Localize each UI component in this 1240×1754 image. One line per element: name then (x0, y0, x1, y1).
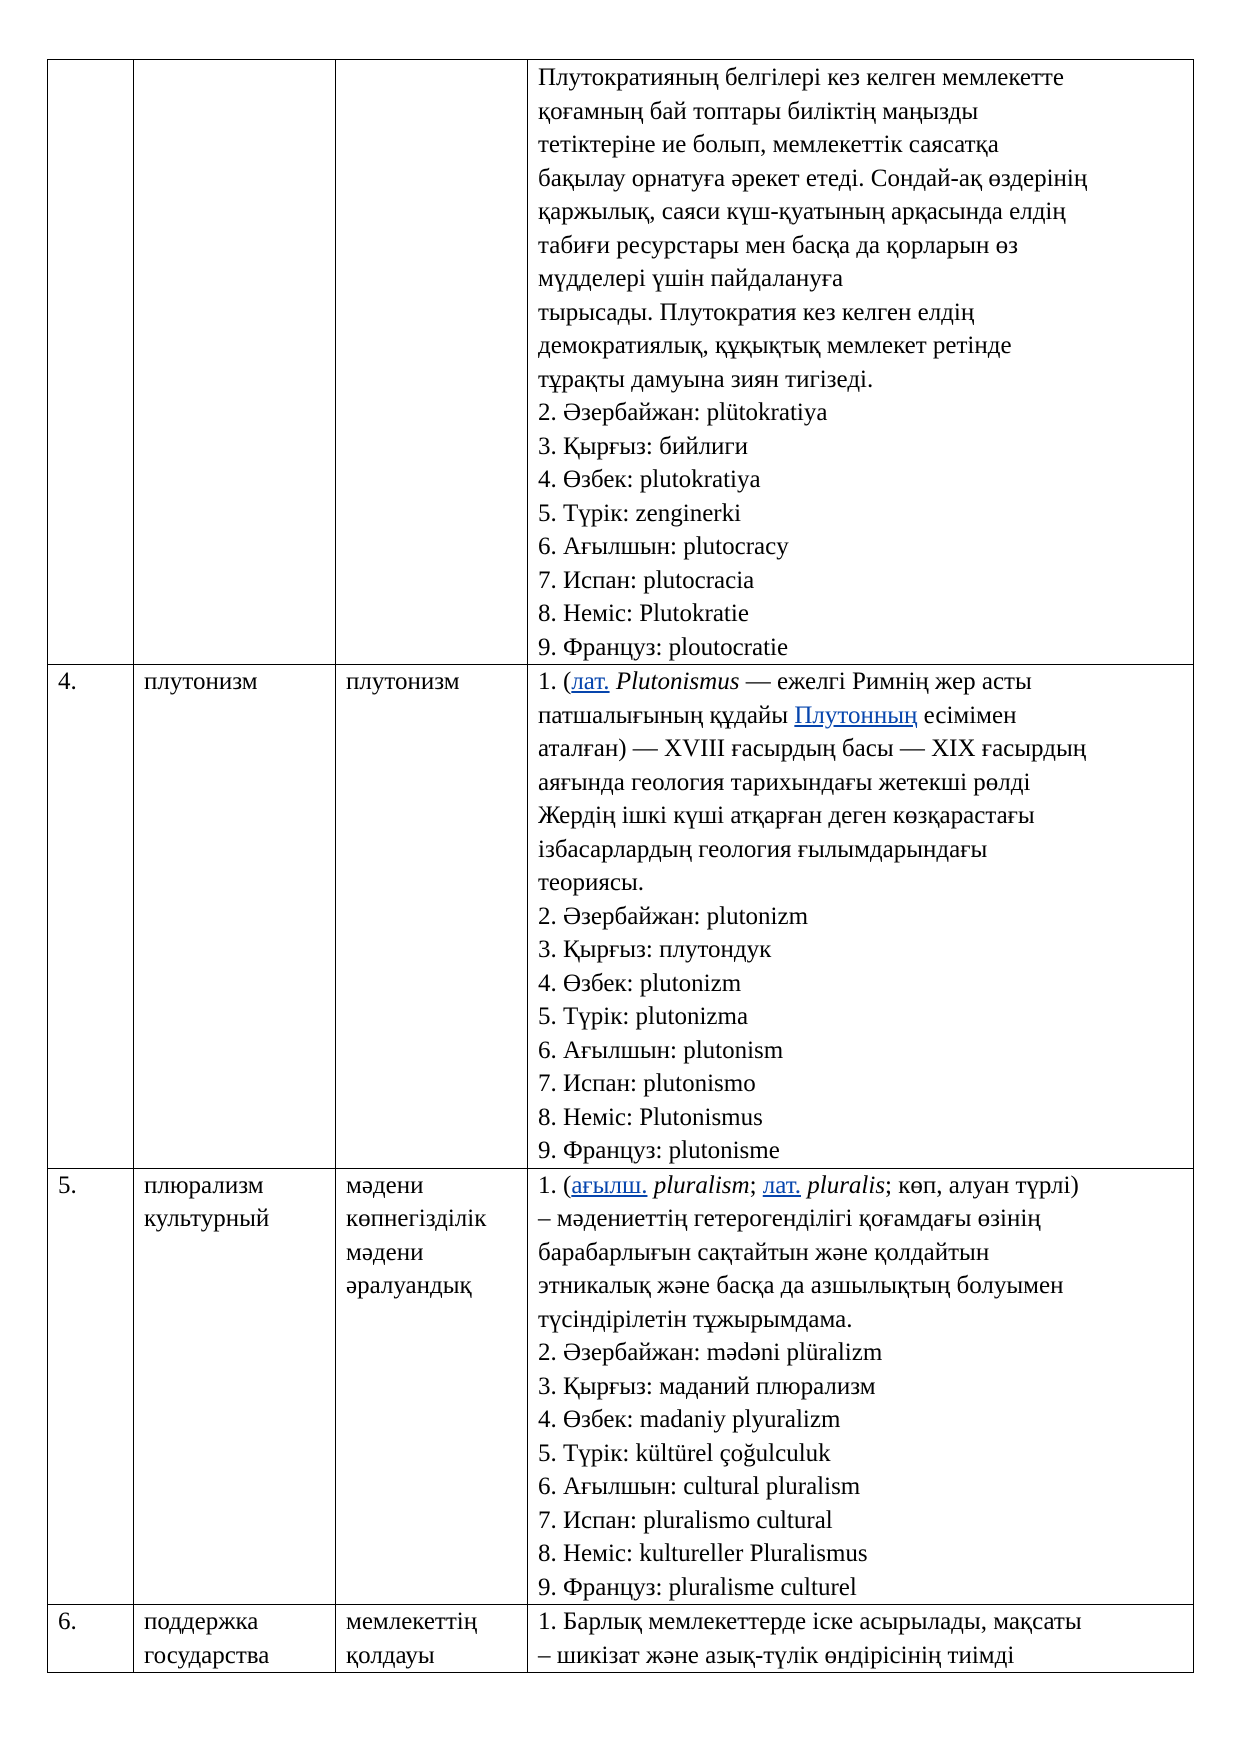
translation-line: 9. Француз: pluralisme culturel (538, 1573, 857, 1601)
table-row (48, 1605, 1194, 1673)
definition-line: мүдделері үшін пайдалануға (538, 265, 844, 292)
translation-line: 3. Қырғыз: плутондук (538, 936, 772, 963)
latin-abbreviation-link[interactable]: лат. (762, 1171, 801, 1199)
definition-text: ; (749, 1171, 763, 1199)
definition-line: барабарлығын сақтайтын және қолдайтын (538, 1238, 990, 1266)
definition-text: есімімен (917, 701, 1017, 729)
translation-line: 5. Түрік: zenginerki (538, 499, 742, 527)
definition-line: теориясы. (538, 869, 645, 896)
definition-line: қаржылық, саяси күш-қуатының арқасында елдің (538, 198, 1066, 225)
english-abbreviation-link[interactable]: ағылш. (571, 1171, 648, 1199)
translation-line: 8. Неміс: Plutokratie (538, 600, 749, 627)
russian-term: плюрализм (144, 1171, 264, 1199)
translation-line: 7. Испан: pluralismo cultural (538, 1506, 833, 1534)
definition-text: — ежелгі Римнің жер асты (739, 668, 1032, 695)
row-number-cell: 6. (48, 1605, 134, 1673)
definition-line (538, 665, 1185, 699)
translation-line: 4. Өзбек: plutonizm (538, 969, 742, 997)
definition-line: аталған) — XVIII ғасырдың басы — XIX ғасырдың (538, 735, 1087, 762)
definition-text: 1. ( (538, 1171, 572, 1199)
kazakh-term-cell (336, 1168, 528, 1605)
translation-line: 7. Испан: plutonismo (538, 1070, 756, 1097)
kazakh-term-cell (336, 665, 528, 1169)
translation-line: 6. Ағылшын: cultural pluralism (538, 1473, 861, 1500)
russian-term: поддержка (144, 1608, 259, 1635)
translation-line: 3. Қырғыз: маданий плюрализм (538, 1372, 876, 1400)
translation-line: 4. Өзбек: plutokratiya (538, 466, 761, 493)
translation-line: 2. Әзербайжан: plutonizm (538, 902, 809, 930)
definition-line: – мәдениеттің гетерогенділігі қоғамдағы өзінің (538, 1205, 1041, 1232)
russian-term: плутонизм (144, 668, 258, 695)
russian-term: государства (144, 1641, 270, 1669)
definition-cell (528, 1605, 1194, 1673)
definition-text: 1. ( (538, 668, 572, 695)
definition-line: тырысады. Плутократия кез келген елдің (538, 298, 975, 326)
definition-line: түсіндірілетін тұжырымдама. (538, 1305, 853, 1333)
table-row (48, 1168, 1194, 1605)
translation-line: 2. Әзербайжан: mədəni plüralizm (538, 1339, 883, 1366)
translation-line: 6. Ағылшын: plutocracy (538, 533, 789, 560)
kazakh-term: плутонизм (346, 668, 460, 695)
kazakh-term: мемлекеттің (346, 1608, 478, 1635)
translation-line: 3. Қырғыз: бийлиги (538, 432, 749, 460)
row-number-cell: 5. (48, 1168, 134, 1605)
translation-line: 4. Өзбек: madaniy plyuralizm (538, 1406, 841, 1433)
russian-term-cell (134, 1168, 336, 1605)
translation-line: 9. Француз: plutonisme (538, 1137, 780, 1164)
definition-line (538, 699, 1185, 733)
definition-line: этникалық және басқа да азшылықтың болуымен (538, 1272, 1064, 1299)
definition-line: қоғамның бай топтары биліктің маңызды (538, 97, 979, 125)
russian-term: культурный (144, 1205, 270, 1232)
definition-text: ; көп, алуан түрлі) (885, 1171, 1079, 1199)
definition-line: ізбасарлардың геология ғылымдарындағы (538, 835, 988, 863)
latin-term: pluralis (807, 1171, 886, 1199)
kazakh-term: мәдени (346, 1238, 424, 1266)
kazakh-term: әралуандық (346, 1272, 472, 1299)
definition-line: 1. Барлық мемлекеттерде іске асырылады, мақсаты (538, 1608, 1082, 1635)
definition-line: Жердің ішкі күші атқарған деген көзқарастағы (538, 802, 1035, 829)
kazakh-term: мәдени (346, 1171, 424, 1199)
definition-line: тұрақты дамуына зиян тигізеді. (538, 365, 874, 393)
russian-term-cell (134, 60, 336, 665)
pluto-link[interactable]: Плутонның (794, 701, 918, 729)
definition-line: Плутократияның белгілері кез келген мемлекетте (538, 64, 1064, 91)
definition-line: тетіктеріне ие болып, мемлекеттік саясатқа (538, 131, 999, 158)
translation-line: 2. Әзербайжан: plütokratiya (538, 399, 828, 426)
translation-line: 8. Неміс: kultureller Pluralismus (538, 1540, 868, 1567)
definition-line: – шикізат және азық-түлік өндірісінің тиімді (538, 1641, 1015, 1669)
translation-line: 5. Түрік: kültürel çoğulculuk (538, 1439, 831, 1467)
translation-line: 5. Түрік: plutonizma (538, 1003, 749, 1030)
table-row (48, 665, 1194, 1169)
row-number-cell: 4. (48, 665, 134, 1169)
definition-cell (528, 665, 1194, 1169)
table-row (48, 60, 1194, 665)
translation-line: 8. Неміс: Plutonismus (538, 1103, 763, 1131)
definition-line: аяғында геология тарихындағы жетекші рөлді (538, 768, 1031, 796)
kazakh-term: көпнегізділік (346, 1205, 487, 1232)
latin-term: Plutonismus (615, 668, 740, 695)
kazakh-term-cell (336, 1605, 528, 1673)
translation-line: 6. Ағылшын: plutonism (538, 1036, 784, 1064)
russian-term-cell (134, 665, 336, 1169)
latin-abbreviation-link[interactable]: лат. (571, 668, 610, 695)
definition-line (538, 1169, 1185, 1203)
translation-line: 7. Испан: plutocracia (538, 566, 755, 594)
english-term: pluralism (653, 1171, 750, 1199)
definition-cell (528, 1168, 1194, 1605)
kazakh-term-cell (336, 60, 528, 665)
translation-line: 9. Француз: ploutocratie (538, 633, 789, 661)
kazakh-term: қолдауы (346, 1641, 435, 1669)
definition-cell (528, 60, 1194, 665)
document-page (47, 59, 1194, 1673)
definition-line: бақылау орнатуға әрекет етеді. Сондай-ақ өздерінің (538, 164, 1088, 192)
row-number-cell (48, 60, 134, 665)
definition-line: табиғи ресурстары мен басқа да қорларын өз (538, 231, 1018, 259)
russian-term-cell (134, 1605, 336, 1673)
glossary-table (47, 59, 1194, 1673)
definition-text: патшалығының құдайы (538, 701, 795, 729)
definition-line: демократиялық, құқықтық мемлекет ретінде (538, 332, 1012, 359)
